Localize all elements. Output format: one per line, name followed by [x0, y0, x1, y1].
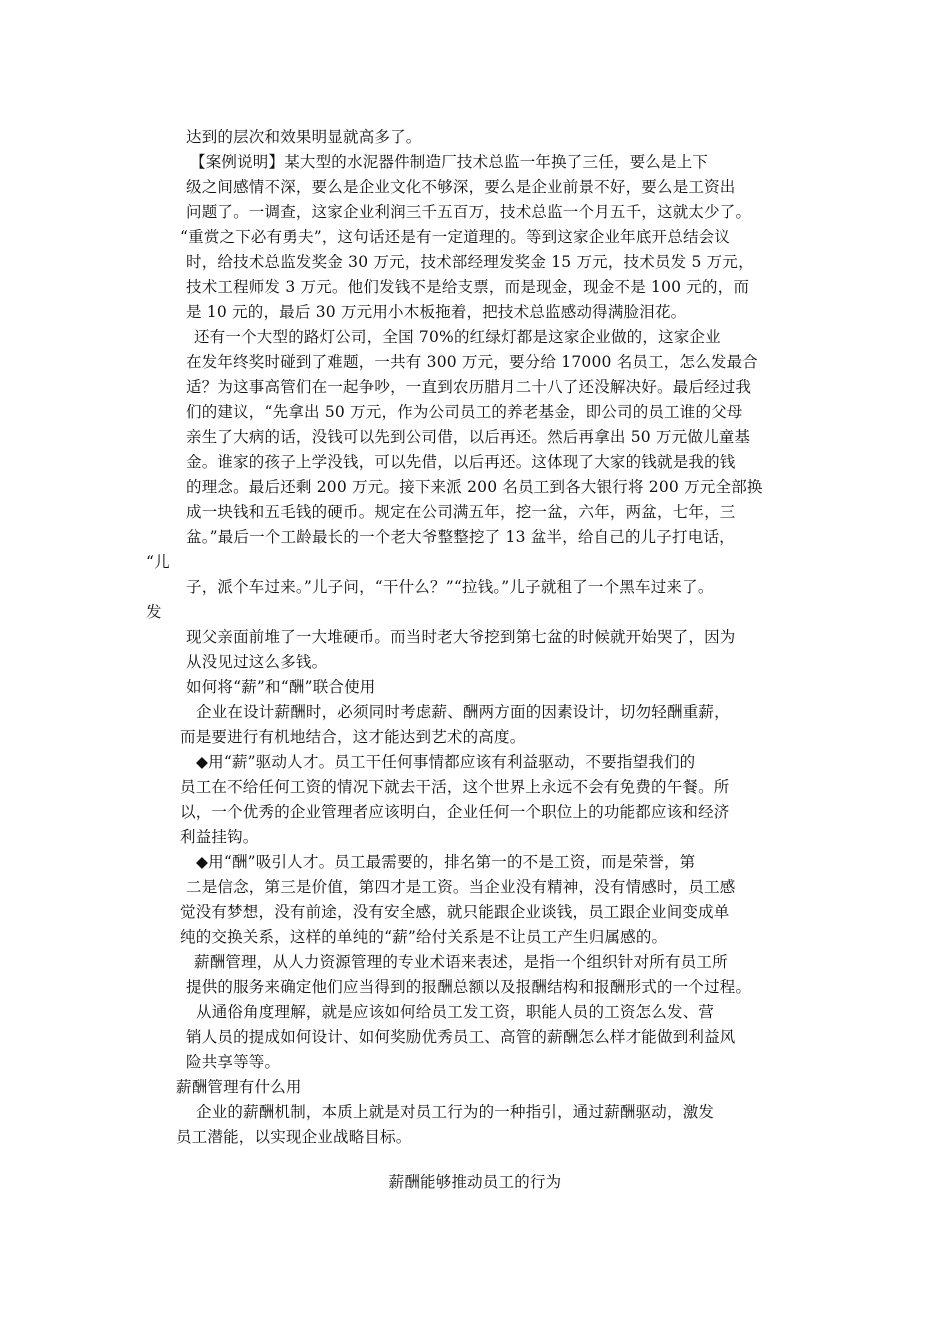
section-heading: 薪酬管理有什么用 — [176, 1078, 302, 1096]
text-line: 企业在设计薪酬时，必须同时考虑薪、酬两方面的因素设计，切勿轻酬重薪， — [196, 703, 730, 721]
figure-caption: 薪酬能够推动员工的行为 — [388, 1173, 562, 1191]
text-line: 纯的交换关系，这样的单纯的“薪”给付关系是不让员工产生归属感的。 — [180, 928, 668, 946]
text-line: 而是要进行有机地结合，这才能达到艺术的高度。 — [180, 728, 526, 746]
text-line: 盆。”最后一个工龄最长的一个老大爷整整挖了 13 盆半，给自己的儿子打电话， — [186, 528, 735, 546]
text-line: 【案例说明】某大型的水泥器件制造厂技术总监一年换了三任，要么是上下 — [190, 153, 709, 171]
text-line: 员工在不给任何工资的情况下就去干活，这个世界上永远不会有免费的午餐。所 — [180, 778, 730, 796]
text-line: 以，一个优秀的企业管理者应该明白，企业任何一个职位上的功能都应该和经济 — [180, 803, 730, 821]
text-line: 还有一个大型的路灯公司，全国 70%的红绿灯都是这家企业做的，这家企业 — [194, 328, 721, 346]
text-line: 技术工程师发 3 万元。他们发钱不是给支票，而是现金，现金不是 100 元的，而 — [186, 278, 750, 296]
text-line: 是 10 元的，最后 30 万元用小木板拖着，把技术总监感动得满脸泪花。 — [186, 303, 687, 321]
text-line: 发 — [146, 603, 162, 621]
text-line: 觉没有梦想，没有前途，没有安全感，就只能跟企业谈钱，员工跟企业间变成单 — [180, 903, 730, 921]
text-line: 子，派个车过来。”儿子问，“干什么？”“拉钱。”儿子就租了一个黑车过来了。 — [186, 578, 714, 596]
section-heading: 如何将“薪”和“酬”联合使用 — [186, 678, 376, 696]
text-line: 从没见过这么多钱。 — [186, 653, 328, 671]
text-line: 在发年终奖时碰到了难题，一共有 300 万元，要分给 17000 名员工，怎么发最合 — [186, 353, 759, 371]
text-line: 险共享等等。 — [186, 1053, 281, 1071]
text-line: 达到的层次和效果明显就高多了。 — [186, 128, 422, 146]
text-line: 们的建议，“先拿出 50 万元，作为公司员工的养老基金，即公司的员工谁的父母 — [186, 403, 743, 421]
text-line: “儿 — [146, 553, 170, 571]
text-line: 问题了。一调查，这家企业利润三千五百万，技术总监一个月五千，这就太少了。 — [186, 203, 752, 221]
text-line: 亲生了大病的话，没钱可以先到公司借，以后再还。然后再拿出 50 万元做儿童基 — [186, 428, 751, 446]
text-line: 利益挂钩。 — [180, 828, 259, 846]
text-line: 级之间感情不深，要么是企业文化不够深，要么是企业前景不好，要么是工资出 — [186, 178, 736, 196]
text-line: 金。谁家的孩子上学没钱，可以先借，以后再还。这体现了大家的钱就是我的钱 — [186, 453, 736, 471]
text-line: 从通俗角度理解，就是应该如何给员工发工资，职能人员的工资怎么发、营 — [196, 1003, 715, 1021]
text-line: 的理念。最后还剩 200 万元。接下来派 200 名员工到各大银行将 200 万元全部换 — [186, 478, 763, 496]
text-line: 企业的薪酬机制，本质上就是对员工行为的一种指引，通过薪酬驱动，激发 — [196, 1103, 715, 1121]
text-line: 二是信念，第三是价值，第四才是工资。当企业没有精神，没有情感时，员工感 — [186, 878, 736, 896]
text-line: ◆用“薪”驱动人才。员工干任何事情都应该有利益驱动，不要指望我们的 — [196, 753, 696, 771]
text-line: 成一块钱和五毛钱的硬币。规定在公司满五年，挖一盆，六年，两盆，七年，三 — [186, 503, 736, 521]
text-line: 现父亲面前堆了一大堆硬币。而当时老大爷挖到第七盆的时候就开始哭了，因为 — [186, 628, 736, 646]
text-line: 销人员的提成如何设计、如何奖励优秀员工、高管的薪酬怎么样才能做到利益风 — [186, 1028, 736, 1046]
text-line: 薪酬管理，从人力资源管理的专业术语来表述，是指一个组织针对所有员工所 — [194, 953, 728, 971]
text-line: 时，给技术总监发奖金 30 万元，技术部经理发奖金 15 万元，技术员发 5 万元， — [186, 253, 754, 271]
text-line: 适？为这事高管们在一起争吵，一直到农历腊月二十八了还没解决好。最后经过我 — [186, 378, 752, 396]
text-line: “重赏之下必有勇夫”，这句话还是有一定道理的。等到这家企业年底开总结会议 — [180, 228, 731, 246]
text-line: ◆用“酬”吸引人才。员工最需要的，排名第一的不是工资，而是荣誉，第 — [196, 853, 696, 871]
text-line: 员工潜能，以实现企业战略目标。 — [176, 1128, 412, 1146]
text-line: 提供的服务来确定他们应当得到的报酬总额以及报酬结构和报酬形式的一个过程。 — [186, 978, 752, 996]
